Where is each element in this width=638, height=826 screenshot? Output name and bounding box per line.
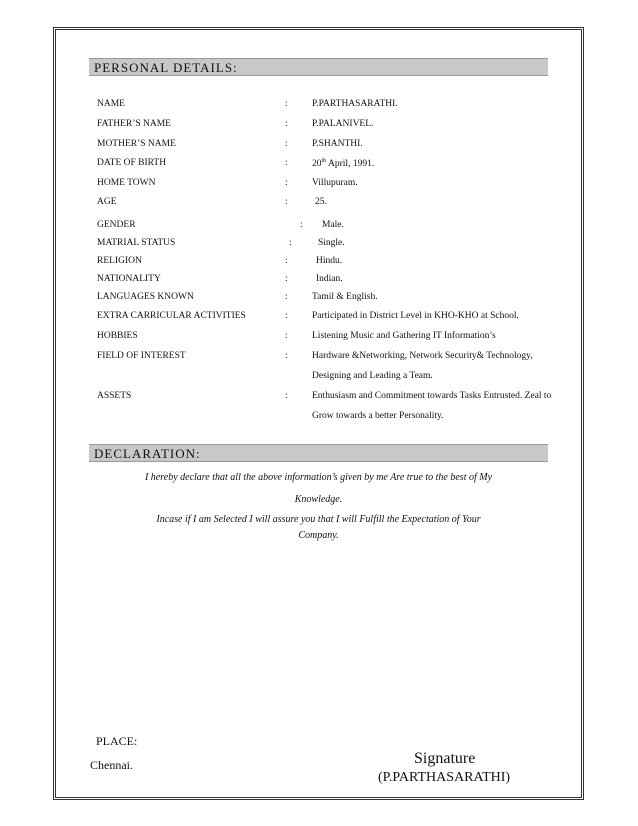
detail-label: FIELD OF INTEREST (97, 351, 186, 361)
detail-value: Listening Music and Gathering IT Information’s (312, 331, 496, 341)
detail-colon: : (285, 256, 288, 266)
detail-value: P.PALANIVEL. (312, 119, 374, 129)
detail-colon: : (285, 197, 288, 207)
detail-colon: : (285, 178, 288, 188)
signature-label: Signature (414, 750, 476, 767)
detail-colon: : (285, 139, 288, 149)
detail-value: Male. (322, 220, 344, 230)
detail-colon: : (285, 119, 288, 129)
detail-label: EXTRA CARRICULAR ACTIVITIES (97, 311, 246, 321)
dob-suffix: th (321, 158, 327, 164)
detail-value: P.PARTHASARATHI. (312, 99, 398, 109)
detail-value: Enthusiasm and Commitment towards Tasks Entrusted. Zeal to (312, 391, 552, 401)
detail-colon: : (300, 220, 303, 230)
declaration-heading: DECLARATION: (89, 444, 548, 462)
detail-colon: : (285, 99, 288, 109)
place-label: PLACE: (96, 734, 138, 748)
detail-colon: : (285, 331, 288, 341)
signature-name: (P.PARTHASARATHI) (378, 770, 511, 785)
detail-value: Indian. (316, 274, 343, 284)
place-value: Chennai. (90, 758, 133, 772)
detail-label: NAME (97, 99, 125, 109)
detail-colon: : (285, 274, 288, 284)
detail-value: Villupuram. (312, 178, 358, 188)
detail-colon: : (289, 238, 292, 248)
declaration-line: Incase if I am Selected I will assure you that I will Fulfill the Expectation of Your (156, 514, 481, 525)
detail-value-continued: Designing and Leading a Team. (312, 371, 433, 381)
detail-colon: : (285, 391, 288, 401)
detail-label: DATE OF BIRTH (97, 158, 167, 168)
detail-label: ASSETS (97, 391, 132, 401)
declaration-line: Company. (298, 530, 339, 541)
detail-value-continued: Grow towards a better Personality. (312, 411, 444, 421)
declaration-line: Knowledge. (294, 494, 343, 505)
detail-label: AGE (97, 197, 117, 207)
detail-label: HOME TOWN (97, 178, 156, 188)
detail-value: Hardware &Networking, Network Security& Technology, (312, 351, 533, 361)
declaration-line: I hereby declare that all the above information’s given by me Are true to the best of My (144, 472, 493, 483)
detail-value: Single. (318, 238, 345, 248)
detail-value: 25. (315, 197, 327, 207)
personal-details-heading: PERSONAL DETAILS: (89, 58, 548, 76)
detail-label: GENDER (97, 220, 136, 230)
detail-colon: : (285, 158, 288, 168)
detail-label: LANGUAGES KNOWN (97, 292, 194, 302)
detail-label: RELIGION (97, 256, 142, 266)
detail-label: NATIONALITY (97, 274, 161, 284)
dob-day: 20 (312, 159, 322, 170)
detail-colon: : (285, 311, 288, 321)
detail-value: Tamil & English. (312, 292, 378, 302)
detail-label: HOBBIES (97, 331, 138, 341)
detail-label: MOTHER’S NAME (97, 139, 176, 149)
detail-value (312, 158, 374, 169)
detail-value: Participated in District Level in KHO-KHO at School. (312, 311, 519, 321)
detail-label: FATHER’S NAME (97, 119, 171, 129)
detail-colon: : (285, 351, 288, 361)
detail-value: Hindu. (316, 256, 343, 266)
dob-rest: April, 1991. (326, 159, 375, 170)
detail-label: MATRIAL STATUS (97, 238, 176, 248)
detail-colon: : (285, 292, 288, 302)
detail-value: P.SHANTHI. (312, 139, 363, 149)
